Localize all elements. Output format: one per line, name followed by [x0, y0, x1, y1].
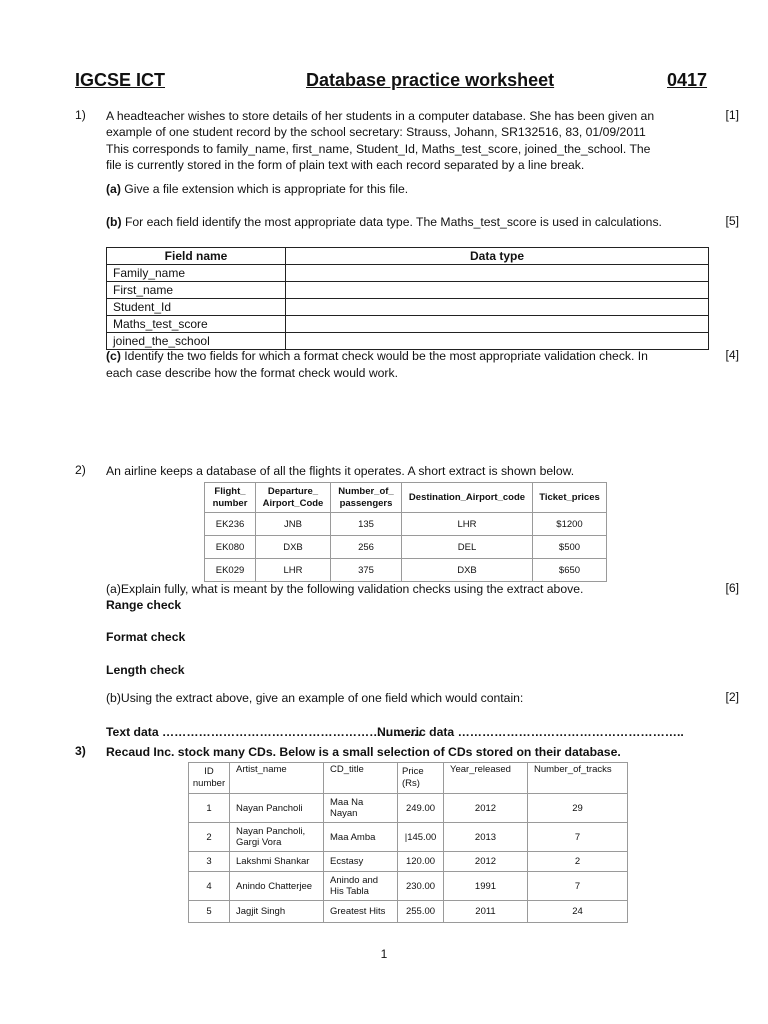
- table-cell: $650: [533, 559, 607, 582]
- column-header: [256, 483, 331, 513]
- cell-line: Maa Na: [330, 797, 364, 808]
- field-name-cell: First_name: [107, 282, 286, 299]
- table-row: [107, 299, 709, 316]
- column-header: [331, 483, 402, 513]
- data-type-answer-cell[interactable]: [286, 282, 709, 299]
- column-header-line: number: [192, 778, 226, 789]
- table-cell: 255.00: [398, 901, 444, 923]
- q1a-question: [106, 181, 408, 198]
- column-header-line: passengers: [339, 497, 393, 509]
- q1c-question-line-1: [106, 348, 648, 365]
- field-datatype-table: [106, 247, 709, 350]
- cell-line: Nayan Pancholi,: [236, 826, 306, 837]
- q1b-label: (b): [106, 215, 122, 229]
- data-type-answer-cell[interactable]: [286, 316, 709, 333]
- cell-line: His Tabla: [330, 886, 369, 897]
- data-type-answer-cell[interactable]: [286, 299, 709, 316]
- q1-mark: [1]: [725, 108, 739, 122]
- table-cell: 2: [189, 823, 230, 852]
- table-cell: LHR: [256, 559, 331, 582]
- data-type-answer-cell[interactable]: [286, 265, 709, 282]
- flights-table: [204, 482, 607, 582]
- table-cell: 4: [189, 872, 230, 901]
- table-cell: Lakshmi Shankar: [230, 852, 324, 872]
- table-row: [205, 513, 607, 536]
- table-row: [107, 333, 709, 350]
- column-header: Destination_Airport_code: [402, 483, 533, 513]
- text-data-answer-line: Text data ……………………………………………………….: [106, 725, 422, 739]
- column-header-line: Airport_Code: [262, 497, 324, 509]
- table-row: [107, 282, 709, 299]
- table-cell: 2: [528, 852, 628, 872]
- q1a-text: Give a file extension which is appropriate for this file.: [120, 182, 409, 196]
- q2b-question: (b)Using the extract above, give an example of one field which would contain:: [106, 691, 524, 705]
- column-header: [189, 763, 230, 794]
- table-cell: Jagjit Singh: [230, 901, 324, 923]
- column-header: Ticket_prices: [533, 483, 607, 513]
- column-header: CD_title: [324, 763, 398, 794]
- table-cell: 1991: [444, 872, 528, 901]
- question-1-number: 1): [75, 108, 86, 122]
- table-cell: [324, 872, 398, 901]
- q1-intro-line-3: This corresponds to family_name, first_name, Student_Id, Maths_test_score, joined_the_school. The: [106, 142, 651, 156]
- length-check-label: Length check: [106, 663, 185, 677]
- q1c-question-line-2: each case describe how the format check would work.: [106, 366, 398, 380]
- table-cell: EK029: [205, 559, 256, 582]
- q1-intro-line-4: file is currently stored in the form of plain text with each record separated by a line break.: [106, 158, 585, 172]
- table-row: [205, 559, 607, 582]
- table-cell: 120.00: [398, 852, 444, 872]
- page-title: Database practice worksheet: [306, 70, 555, 90]
- table-cell: [230, 823, 324, 852]
- q1c-label: (c): [106, 349, 121, 363]
- q2-intro: An airline keeps a database of all the flights it operates. A short extract is shown below.: [106, 464, 575, 478]
- table-cell: $1200: [533, 513, 607, 536]
- table-cell: DEL: [402, 536, 533, 559]
- table-cell: 135: [331, 513, 402, 536]
- table-cell: 249.00: [398, 794, 444, 823]
- field-name-cell: Family_name: [107, 265, 286, 282]
- q1c-mark: [4]: [725, 348, 739, 362]
- course-label: IGCSE ICT: [75, 70, 166, 90]
- q1-intro-line-1: A headteacher wishes to store details of her students in a computer database. She has been given an: [106, 109, 655, 123]
- table-cell: 230.00: [398, 872, 444, 901]
- q1-intro-line-2: example of one student record by the school secretary: Strauss, Johann, SR132516, 83, 01/09/2011: [106, 125, 646, 139]
- column-header-line: number: [212, 497, 248, 509]
- column-header-line: Number_of_: [338, 485, 394, 497]
- table-cell: 5: [189, 901, 230, 923]
- table-cell: Nayan Pancholi: [230, 794, 324, 823]
- table-cell: 24: [528, 901, 628, 923]
- table-cell: Ecstasy: [324, 852, 398, 872]
- table-header: Field name: [107, 248, 286, 265]
- table-cell: 256: [331, 536, 402, 559]
- numeric-data-answer-line: Numeric data ………………………………………………..: [377, 725, 684, 739]
- column-header-line: Departure_: [267, 485, 319, 497]
- q3-intro: Recaud Inc. stock many CDs. Below is a small selection of CDs stored on their database.: [106, 745, 621, 759]
- cell-line: Anindo and: [330, 875, 379, 886]
- table-cell: |145.00: [398, 823, 444, 852]
- table-row: [189, 852, 628, 872]
- table-cell: 2012: [444, 794, 528, 823]
- syllabus-code: 0417: [667, 70, 708, 90]
- table-cell: DXB: [256, 536, 331, 559]
- q2b-mark: [2]: [725, 690, 739, 704]
- table-cell: 2012: [444, 852, 528, 872]
- column-header: Number_of_tracks: [528, 763, 628, 794]
- field-name-cell: joined_the_school: [107, 333, 286, 350]
- table-cell: JNB: [256, 513, 331, 536]
- table-cell: $500: [533, 536, 607, 559]
- table-cell: 3: [189, 852, 230, 872]
- table-cell: [324, 794, 398, 823]
- field-name-cell: Student_Id: [107, 299, 286, 316]
- q1c-text: Identify the two fields for which a format check would be the most appropriate validation check. In: [120, 349, 648, 363]
- table-cell: 375: [331, 559, 402, 582]
- cell-line: Nayan: [330, 808, 358, 819]
- column-header-line: ID: [204, 766, 214, 777]
- column-header: [205, 483, 256, 513]
- table-row: [189, 823, 628, 852]
- data-type-answer-cell[interactable]: [286, 333, 709, 350]
- range-check-label: Range check: [106, 598, 182, 612]
- table-cell: 7: [528, 872, 628, 901]
- table-cell: Maa Amba: [324, 823, 398, 852]
- table-cell: 29: [528, 794, 628, 823]
- table-row: [189, 872, 628, 901]
- table-row: [189, 794, 628, 823]
- format-check-label: Format check: [106, 630, 186, 644]
- column-header-line: (Rs): [402, 778, 420, 789]
- q2a-question: (a)Explain fully, what is meant by the following validation checks using the extract above.: [106, 582, 584, 596]
- table-row: [107, 265, 709, 282]
- q1b-text: For each field identify the most appropriate data type. The Maths_test_score is used in calculations.: [121, 215, 662, 229]
- cell-line: Gargi Vora: [236, 837, 282, 848]
- column-header-line: Flight_: [214, 485, 246, 497]
- table-cell: 2011: [444, 901, 528, 923]
- table-cell: 2013: [444, 823, 528, 852]
- q1b-mark: [5]: [725, 214, 739, 228]
- table-cell: EK236: [205, 513, 256, 536]
- table-row: [107, 316, 709, 333]
- table-row: [205, 536, 607, 559]
- table-cell: DXB: [402, 559, 533, 582]
- table-cell: 7: [528, 823, 628, 852]
- column-header: Artist_name: [230, 763, 324, 794]
- field-name-cell: Maths_test_score: [107, 316, 286, 333]
- table-cell: LHR: [402, 513, 533, 536]
- cd-table: [188, 762, 628, 923]
- question-3-number: 3): [75, 744, 86, 758]
- table-header: Data type: [286, 248, 709, 265]
- page-number: 1: [380, 947, 388, 961]
- question-2-number: 2): [75, 463, 86, 477]
- table-cell: Anindo Chatterjee: [230, 872, 324, 901]
- q2a-mark: [6]: [725, 581, 739, 595]
- q1a-label: (a): [106, 182, 121, 196]
- column-header-line: Price: [402, 766, 424, 777]
- column-header: [398, 763, 444, 794]
- table-cell: EK080: [205, 536, 256, 559]
- table-cell: Greatest Hits: [324, 901, 398, 923]
- table-row: [189, 901, 628, 923]
- column-header: Year_released: [444, 763, 528, 794]
- q1b-question: [106, 214, 662, 231]
- table-cell: 1: [189, 794, 230, 823]
